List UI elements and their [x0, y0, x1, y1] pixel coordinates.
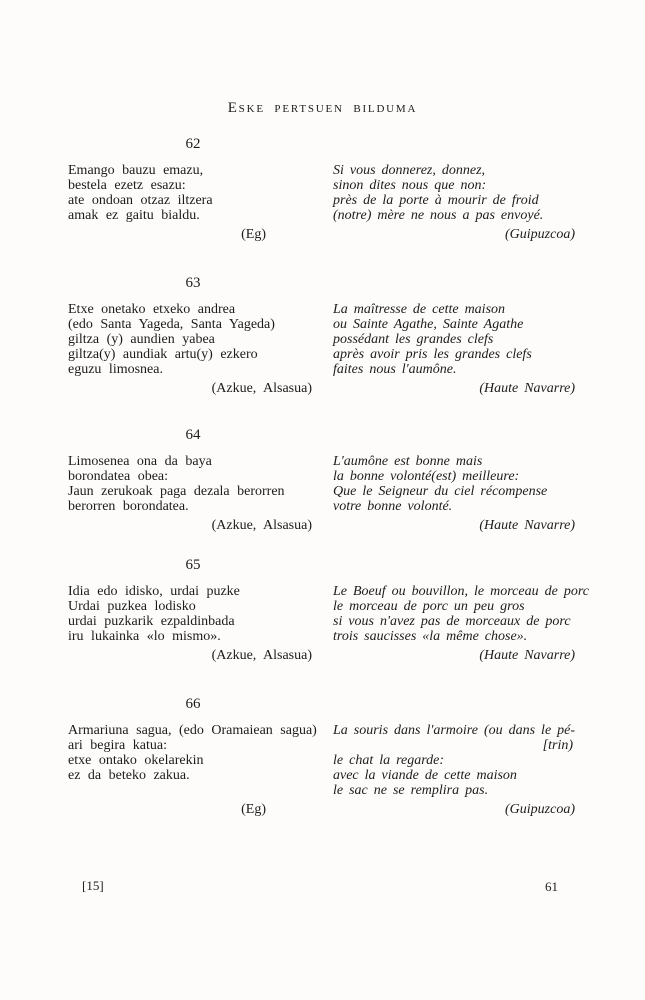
verse-line: ez da beteko zakua. — [68, 768, 190, 783]
region-attribution: (Haute Navarre) — [479, 648, 575, 663]
basque-verse — [68, 723, 318, 817]
basque-verse — [68, 163, 318, 242]
verse-line: avec la viande de cette maison — [333, 768, 517, 783]
page-number: 61 — [545, 879, 558, 894]
verse-line: le chat la regarde: — [333, 753, 445, 768]
verse-line: Le Boeuf ou bouvillon, le morceau de porc — [333, 584, 589, 599]
verse-line: Emango bauzu emazu, — [68, 163, 204, 178]
region-attribution: (Haute Navarre) — [479, 518, 575, 533]
verse-line: (notre) mère ne nous a pas envoyé. — [333, 208, 544, 223]
verse-line: giltza (y) aundien yabea — [68, 332, 215, 347]
verse-line: La souris dans l'armoire (ou dans le pé- — [333, 723, 576, 738]
verse-line: si vous n'avez pas de morceaux de porc — [333, 614, 571, 629]
page-title: Eske pertsuen bilduma — [227, 100, 418, 116]
french-translation — [333, 302, 583, 396]
verse-line: bestela ezetz esazu: — [68, 178, 186, 193]
basque-verse — [68, 584, 318, 663]
source-attribution: (Eg) — [241, 802, 266, 817]
verse-line: etxe ontako okelarekin — [68, 753, 204, 768]
french-translation — [333, 584, 589, 663]
verse-number: 65 — [185, 557, 201, 573]
verse-line: ate ondoan otzaz iltzera — [68, 193, 213, 208]
verse-line: trois saucisses «la même chose». — [333, 629, 528, 644]
source-attribution: (Azkue, Alsasua) — [211, 648, 312, 663]
verse-line-continuation: [trin) — [542, 738, 573, 753]
verse-line: Etxe onetako etxeko andrea — [68, 302, 236, 317]
source-attribution: (Eg) — [241, 227, 266, 242]
verse-line: iru lukainka «lo mismo». — [68, 629, 221, 644]
source-attribution: (Azkue, Alsasua) — [211, 381, 312, 396]
french-translation — [333, 723, 583, 817]
verse-line: près de la porte à mourir de froid — [333, 193, 539, 208]
verse-number: 66 — [185, 696, 201, 712]
source-attribution: (Azkue, Alsasua) — [211, 518, 312, 533]
basque-verse — [68, 302, 318, 396]
region-attribution: (Haute Navarre) — [479, 381, 575, 396]
verse-line: Armariuna sagua, (edo Oramaiean sagua) — [68, 723, 317, 738]
verse-line: possédant les grandes clefs — [333, 332, 494, 347]
signature-mark: [15] — [82, 878, 104, 893]
verse-line: le morceau de porc un peu gros — [333, 599, 525, 614]
verse-line: ou Sainte Agathe, Sainte Agathe — [333, 317, 524, 332]
verse-line: ari begira katua: — [68, 738, 167, 753]
verse-line: faites nous l'aumône. — [333, 362, 457, 377]
french-translation — [333, 163, 583, 242]
verse-line: borondatea obea: — [68, 469, 169, 484]
verse-line: La maîtresse de cette maison — [333, 302, 506, 317]
verse-line: Urdai puzkea lodisko — [68, 599, 196, 614]
verse-line: Que le Seigneur du ciel récompense — [333, 484, 548, 499]
basque-verse — [68, 454, 318, 533]
verse-line: le sac ne se remplira pas. — [333, 783, 489, 798]
region-attribution: (Guipuzcoa) — [505, 802, 575, 817]
verse-line: votre bonne volonté. — [333, 499, 453, 514]
verse-number: 63 — [185, 275, 201, 291]
region-attribution: (Guipuzcoa) — [505, 227, 575, 242]
verse-line: après avoir pris les grandes clefs — [333, 347, 532, 362]
verse-line: la bonne volonté(est) meilleure: — [333, 469, 520, 484]
verse-line: L'aumône est bonne mais — [333, 454, 483, 469]
verse-line: sinon dites nous que non: — [333, 178, 487, 193]
verse-number: 62 — [185, 136, 201, 152]
verse-line: Idia edo idisko, urdai puzke — [68, 584, 240, 599]
verse-line: Si vous donnerez, donnez, — [333, 163, 486, 178]
verse-line: berorren borondatea. — [68, 499, 189, 514]
verse-line: amak ez gaitu bialdu. — [68, 208, 200, 223]
verse-line: eguzu limosnea. — [68, 362, 163, 377]
verse-line: giltza(y) aundiak artu(y) ezkero — [68, 347, 258, 362]
french-translation — [333, 454, 583, 533]
verse-line: (edo Santa Yageda, Santa Yageda) — [68, 317, 275, 332]
verse-line: urdai puzkarik ezpaldinbada — [68, 614, 235, 629]
verse-number: 64 — [185, 427, 201, 443]
verse-line: Jaun zerukoak paga dezala berorren — [68, 484, 285, 499]
verse-line: Limosenea ona da baya — [68, 454, 212, 469]
